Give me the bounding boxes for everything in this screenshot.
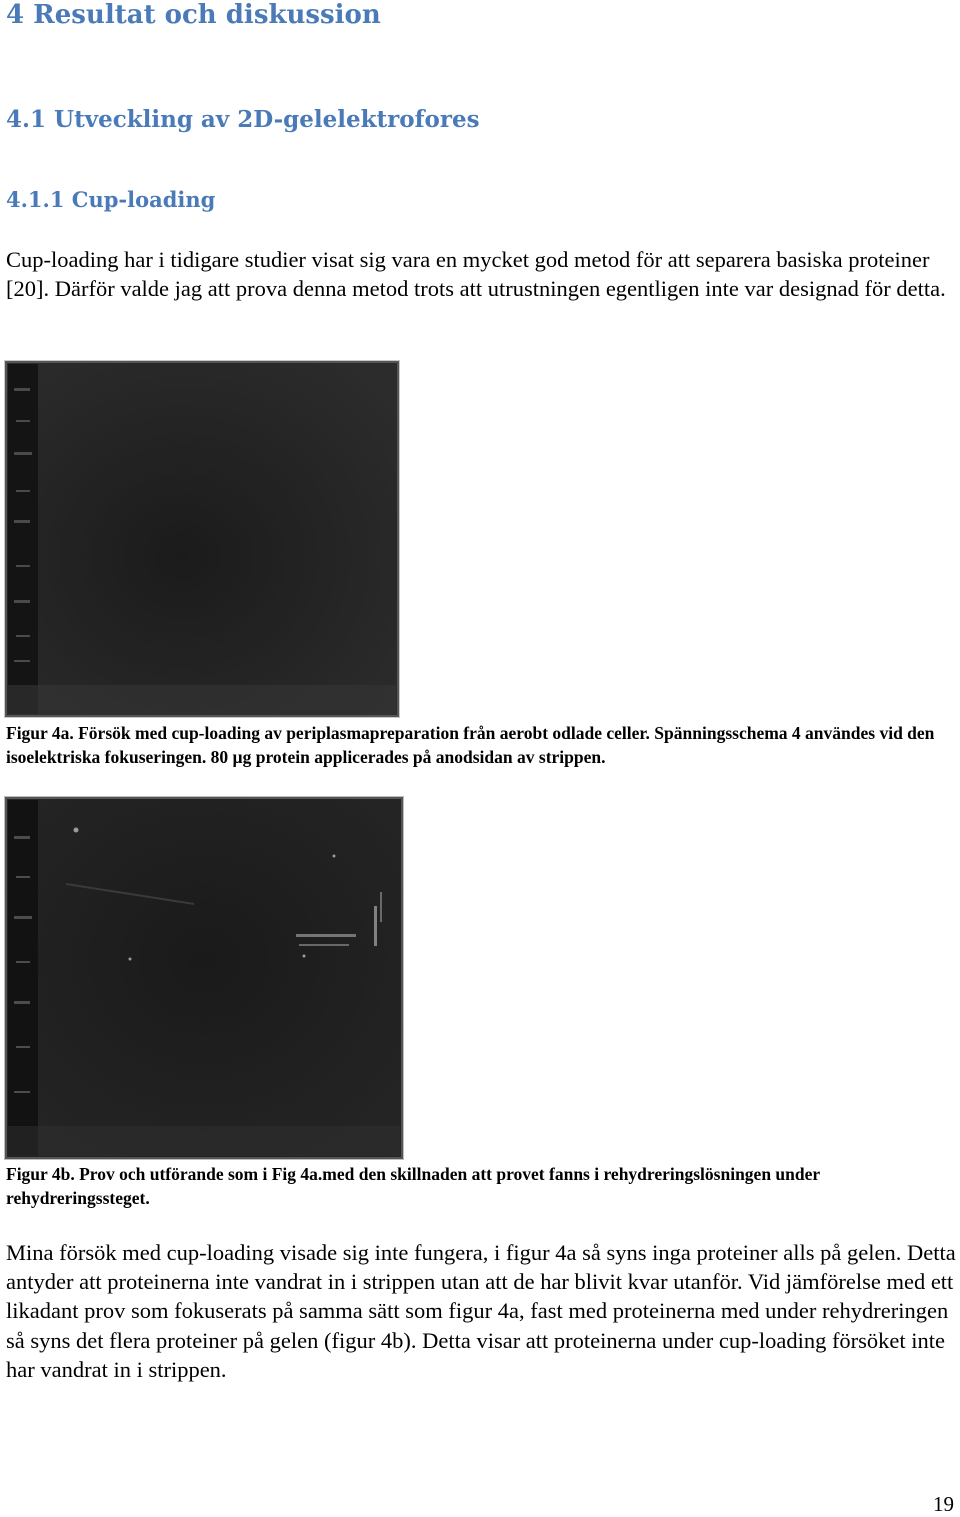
figure-4b-caption: Figur 4b. Prov och utförande som i Fig 4a.med den skillnaden att provet fanns i rehydreringslösningen under rehydreringssteget. — [6, 1164, 820, 1208]
subsubsection-heading: 4.1.1 Cup-loading — [6, 187, 216, 212]
gel-image-4a — [4, 360, 400, 718]
figure-4a-caption: Figur 4a. Försök med cup-loading av periplasmapreparation från aerobt odlade celler. Spänningsschema 4 användes vid den isoelektriska fokuseringen. 80 µg protein applicerades på anodsidan av strippen. — [6, 723, 935, 767]
discussion-paragraph: Mina försök med cup-loading visade sig inte fungera, i figur 4a så syns inga proteiner alls på gelen. Detta antyder att proteinerna inte vandrat in i strippen utan att de har blivit kvar utanför. Vid jämförelse med ett likadant prov som fokuserats på samma sätt som figur 4a, fast med proteinerna med under rehydreringen så syns det flera proteiner på gelen (figur 4b). Detta visar att proteinerna under cup-loading försöket inte har vandrat in i strippen. — [6, 1240, 956, 1382]
subsection-heading: 4.1 Utveckling av 2D-gelelektrofores — [6, 106, 480, 133]
section-heading: 4 Resultat och diskussion — [6, 0, 381, 30]
gel-image-4b — [4, 796, 404, 1160]
page-number: 19 — [933, 1492, 954, 1516]
intro-paragraph: Cup-loading har i tidigare studier visat sig vara en mycket god metod för att separera basiska proteiner [20]. Därför valde jag att prova denna metod trots att utrustningen egentligen inte var designad för detta. — [6, 247, 946, 302]
